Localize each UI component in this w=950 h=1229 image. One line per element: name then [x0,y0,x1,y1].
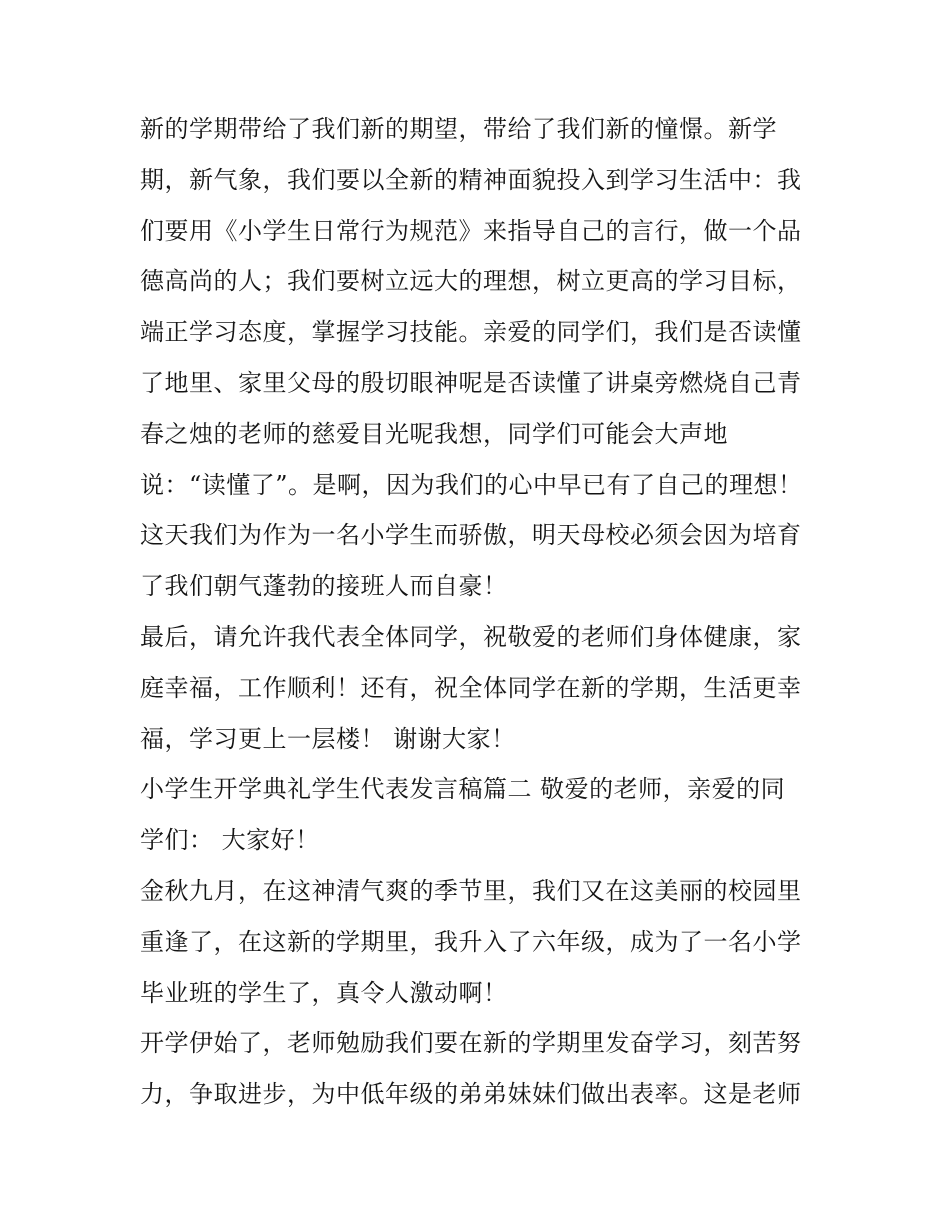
text-line: 力，争取进步，为中低年级的弟弟妹妹们做出表率。这是老师 [140,1080,802,1109]
text-line: 们要用《小学生日常行为规范》来指导自己的言行，做一个品 [140,216,802,245]
text-line: 开学伊始了，老师勉励我们要在新的学期里发奋学习，刻苦努 [140,1029,802,1058]
text-line: 了我们朝气蓬勃的接班人而自豪！ [140,572,508,601]
text-line: 春之烛的老师的慈爱目光呢我想，同学们可能会大声地 [140,419,728,448]
text-line: 毕业班的学生了，真令人激动啊！ [140,978,508,1007]
text-line: 德高尚的人；我们要树立远大的理想，树立更高的学习目标， [140,267,802,296]
text-line: 重逢了，在这新的学期里，我升入了六年级，成为了一名小学 [140,927,802,956]
text-line: 期，新气象，我们要以全新的精神面貌投入到学习生活中：我 [140,165,802,194]
text-line: 庭幸福，工作顺利！还有，祝全体同学在新的学期，生活更幸 [140,673,802,702]
text-line: 说：“读懂了”。是啊，因为我们的心中早已有了自己的理想！ [140,470,803,499]
text-line: 端正学习态度，掌握学习技能。亲爱的同学们，我们是否读懂 [140,318,802,347]
text-line: 最后，请允许我代表全体同学，祝敬爱的老师们身体健康，家 [140,622,802,651]
text-line: 学们： 大家好！ [140,826,320,855]
document-body [140,104,820,1120]
text-line: 这天我们为作为一名小学生而骄傲，明天母校必须会因为培育 [140,521,802,550]
text-line: 福，学习更上一层楼！ 谢谢大家！ [140,724,516,753]
text-line: 了地里、家里父母的殷切眼神呢是否读懂了讲桌旁燃烧自己青 [140,368,802,397]
section-heading-line: 小学生开学典礼学生代表发言稿篇二 敬爱的老师，亲爱的同 [140,775,786,804]
text-line: 新的学期带给了我们新的期望，带给了我们新的憧憬。新学 [140,115,777,143]
text-line: 金秋九月，在这神清气爽的季节里，我们又在这美丽的校园里 [140,876,802,905]
